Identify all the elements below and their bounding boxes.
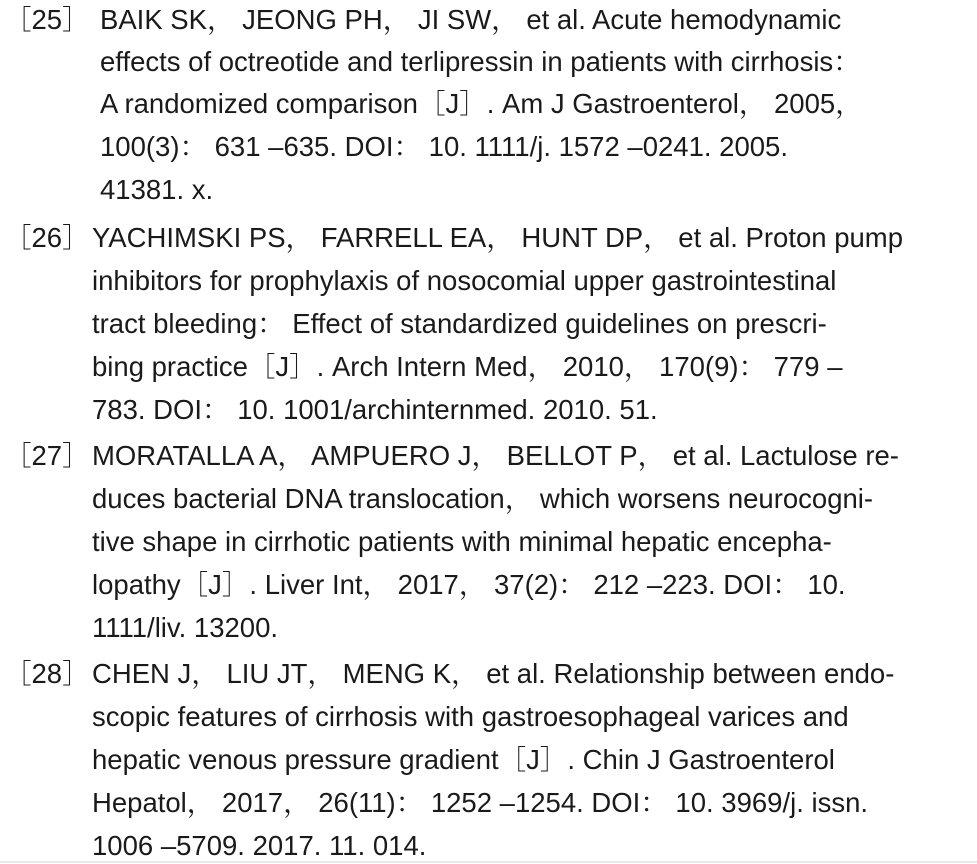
reference-text-line: YACHIMSKI PS， FARRELL EA， HUNT DP， et al. Proton pump [92,222,903,253]
reference-text-line: MORATALLA A， AMPUERO J， BELLOT P， et al. Lactulose re- [92,440,899,471]
reference-text-line: scopic features of cirrhosis with gastroesophageal varices and [92,701,849,732]
reference-text-line: 783. DOI： 10. 1001/archinternmed. 2010. 51. [92,394,658,425]
reference-text-line: Hepatol， 2017， 26(11)： 1252 –1254. DOI： 10. 3969/j. issn. [92,787,869,818]
reference-text-line: hepatic venous pressure gradient［J］. Chin J Gastroenterol [92,744,835,775]
reference-text-line: BAIK SK， JEONG PH， JI SW， et al. Acute hemodynamic [100,4,842,35]
reference-text-line: duces bacterial DNA translocation， which worsens neurocogni- [92,483,874,514]
reference-number: ［26］ [4,222,90,253]
reference-number: ［27］ [4,440,90,471]
reference-text-line: 100(3)： 631 –635. DOI： 10. 1111/j. 1572 –0241. 2005. [100,131,788,162]
reference-text-line: 41381. x. [100,174,214,205]
reference-text-line: 1111/liv. 13200. [92,612,279,643]
reference-text-line: inhibitors for prophylaxis of nosocomial upper gastrointestinal [92,265,837,296]
reference-text-line: CHEN J， LIU JT， MENG K， et al. Relationship between endo- [92,658,895,689]
reference-number: ［25］ [4,4,90,35]
reference-text-line: bing practice［J］. Arch Intern Med， 2010， 170(9)： 779 – [92,351,843,382]
reference-text-line: tive shape in cirrhotic patients with minimal hepatic encepha- [92,526,832,557]
reference-text-line: A randomized comparison［J］. Am J Gastroenterol， 2005， [100,88,863,119]
reference-number: ［28］ [4,658,90,689]
reference-text-line: tract bleeding： Effect of standardized guidelines on prescri- [92,308,827,339]
reference-text-line: lopathy［J］. Liver Int， 2017， 37(2)： 212 –223. DOI： 10. [92,569,846,600]
reference-text-line: 1006 –5709. 2017. 11. 014. [92,830,427,861]
reference-text-line: effects of octreotide and terlipressin in patients with cirrhosis： [100,46,861,77]
